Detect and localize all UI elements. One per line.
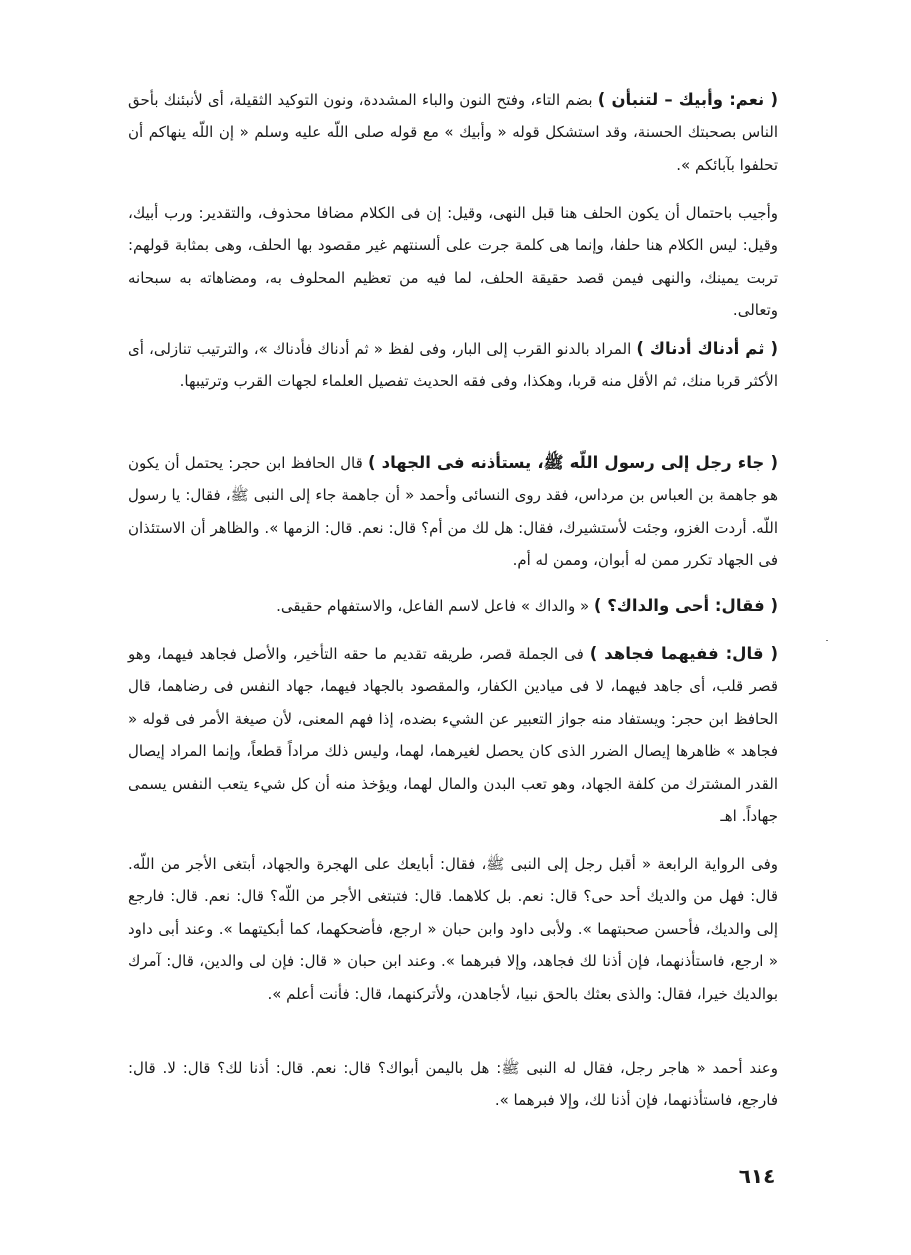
paragraph-7 (128, 848, 778, 1010)
paragraph-5 (128, 590, 778, 622)
paragraph-3-lead: ( ثم أدناك أدناك ) (636, 339, 778, 358)
paragraph-4-lead: ( جاء رجل إلى رسول اللّه ﷺ، يستأذنه فى الجهاد ) (367, 453, 778, 472)
paragraph-3-body: المراد بالدنو القرب إلى البار، وفى لفظ « ثم أدناك فأدناك »، والترتيب تنازلى، أى الأكثر قربا منك، ثم الأقل منه قربا، وهكذا، وفى فقه الحديث تفصيل العلماء لجهات القرب وترتيبها. (128, 340, 778, 391)
paragraph-4-body: قال الحافظ ابن حجر: يحتمل أن يكون هو جاهمة بن العباس بن مرداس، فقد روى النسائى وأحمد « أن جاهمة جاء إلى النبى ﷺ، فقال: يا رسول اللّه. أردت الغزو، وجئت لأستشيرك، فقال: هل لك من أم؟ قال: نعم. قال: الزمها ». والظاهر أن الاستئذان فى الجهاد تكرر ممن له أبوان، وممن له أم. (128, 454, 778, 570)
paragraph-1-lead: ( نعم: وأبيك – لتنبأن ) (597, 90, 778, 109)
paragraph-6-lead: ( قال: ففيهما فجاهد ) (589, 644, 778, 663)
paragraph-5-lead: ( فقال: أحى والداك؟ ) (593, 596, 778, 615)
paragraph-4 (128, 447, 778, 577)
paragraph-8-body: وعند أحمد « هاجر رجل، فقال له النبى ﷺ: هل باليمن أبواك؟ قال: نعم. قال: أذنا لك؟ قال: لا. قال: فارجع، فاستأذنهما، فإن أذنا لك، وإلا فبرهما ». (128, 1059, 778, 1110)
paragraph-1-body: بضم التاء، وفتح النون والباء المشددة، ونون التوكيد الثقيلة، أى لأنبئنك بأحق الناس بصحبتك الحسنة، وقد استشكل قوله « وأبيك » مع قوله صلى اللّه عليه وسلم « إن اللّه ينهاكم أن تحلفوا بآبائكم ». (128, 91, 778, 174)
paragraph-6 (128, 638, 778, 832)
page-number: ٦١٤ (738, 1164, 776, 1188)
paragraph-8 (128, 1052, 778, 1117)
margin-speck (826, 640, 828, 641)
paragraph-6-body: فى الجملة قصر، طريقه تقديم ما حقه التأخير، والأصل فجاهد فيهما، وهو قصر قلب، أى جاهد فيهما، لا فى ميادين الكفار، والمقصود بالجهاد فيهما، جهاد النفس فى رضاهما، قال الحافظ ابن حجر: ويستفاد منه جواز التعبير عن الشيء بضده، إذا فهم المعنى، لأن صيغة الأمر فى قوله « فجاهد » ظاهرها إيصال الضرر الذى كان يحصل لغيرهما، لهما، وليس ذلك مراداً قطعاً، وإنما المراد إيصال القدر المشترك من كلفة الجهاد، وهو تعب البدن والمال لهما، ويؤخذ منه أن كل شيء يتعب النفس يسمى جهاداً. اهـ (128, 645, 778, 826)
paragraph-5-body: « والداك » فاعل لاسم الفاعل، والاستفهام حقيقى. (276, 597, 594, 615)
paragraph-2 (128, 197, 778, 327)
paragraph-3 (128, 333, 778, 398)
paragraph-7-body: وفى الرواية الرابعة « أقبل رجل إلى النبى ﷺ، فقال: أبايعك على الهجرة والجهاد، أبتغى الأجر من اللّه. قال: فهل من والديك أحد حى؟ قال: نعم. بل كلاهما. قال: فتبتغى الأجر من اللّه؟ قال: نعم. قال: فارجع إلى والديك، فأحسن صحبتهما ». ولأبى داود وابن حبان « ارجع، فأضحكهما، كما أبكيتهما ». وعند أبى داود « ارجع، فاستأذنهما، فإن أذنا لك فجاهد، وإلا فبرهما ». وعند ابن حبان « قال: فإن لى والدين، قال: آمرك بوالديك خيرا، فقال: والذى بعثك بالحق نبيا، لأجاهدن، ولأتركنهما، قال: فأنت أعلم ». (128, 855, 778, 1003)
paragraph-1 (128, 84, 778, 181)
paragraph-2-body: وأجيب باحتمال أن يكون الحلف هنا قبل النهى، وقيل: إن فى الكلام مضافا محذوف، والتقدير: ورب أبيك، وقيل: ليس الكلام هنا حلفا، وإنما هى كلمة جرت على ألسنتهم غير مقصود بها الحلف، وهى بمثابة قولهم: تربت يمينك، والنهى فيمن قصد حقيقة الحلف، لما فيه من تعظيم المحلوف به، ومضاهاته به سبحانه وتعالى. (128, 204, 778, 320)
